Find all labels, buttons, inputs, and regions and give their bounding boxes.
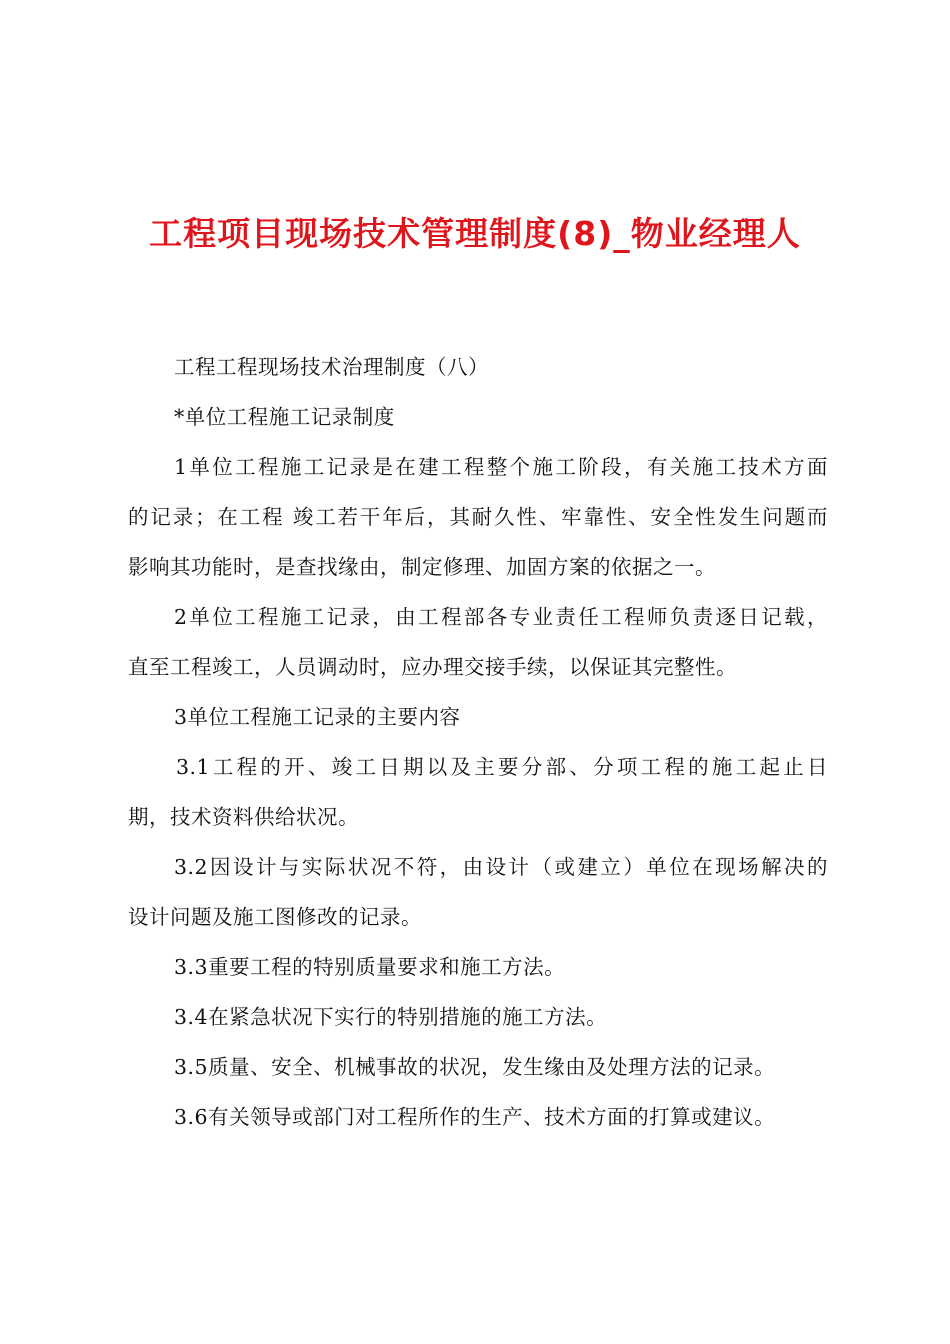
paragraph-line: 3.4在紧急状况下实行的特别措施的施工方法。 — [174, 1005, 608, 1029]
paragraph-line: 2单位工程施工记录，由工程部各专业责任工程师负责逐日记载， — [174, 605, 828, 629]
paragraph-line: 1单位工程施工记录是在建工程整个施工阶段，有关施工技术方面 — [174, 455, 828, 479]
paragraph-line: 3.6有关领导或部门对工程所作的生产、技术方面的打算或建议。 — [174, 1105, 776, 1129]
paragraph-line: 影响其功能时，是查找缘由，制定修理、加固方案的依据之一。 — [128, 555, 716, 579]
paragraph-line: 3单位工程施工记录的主要内容 — [174, 705, 461, 729]
paragraph-line: 直至工程竣工，人员调动时，应办理交接手续，以保证其完整性。 — [128, 655, 737, 679]
paragraph-line: 的记录；在工程 竣工若干年后，其耐久性、牢靠性、安全性发生问题而 — [128, 505, 828, 529]
paragraph-line: 3.2因设计与实际状况不符，由设计（或建立）单位在现场解决的 — [174, 855, 828, 879]
paragraph-line: 3.5质量、安全、机械事故的状况，发生缘由及处理方法的记录。 — [174, 1055, 776, 1079]
document-title: 工程项目现场技术管理制度(8)_物业经理人 — [149, 214, 801, 253]
paragraph-line: *单位工程施工记录制度 — [174, 405, 395, 429]
paragraph-line: 3.1工程的开、竣工日期以及主要分部、分项工程的施工起止日 — [176, 755, 828, 779]
paragraph-line: 工程工程现场技术治理制度（八） — [174, 355, 489, 379]
paragraph-line: 3.3重要工程的特别质量要求和施工方法。 — [174, 955, 566, 979]
paragraph-line: 期，技术资料供给状况。 — [128, 805, 359, 829]
paragraph-line: 设计问题及施工图修改的记录。 — [128, 905, 422, 929]
